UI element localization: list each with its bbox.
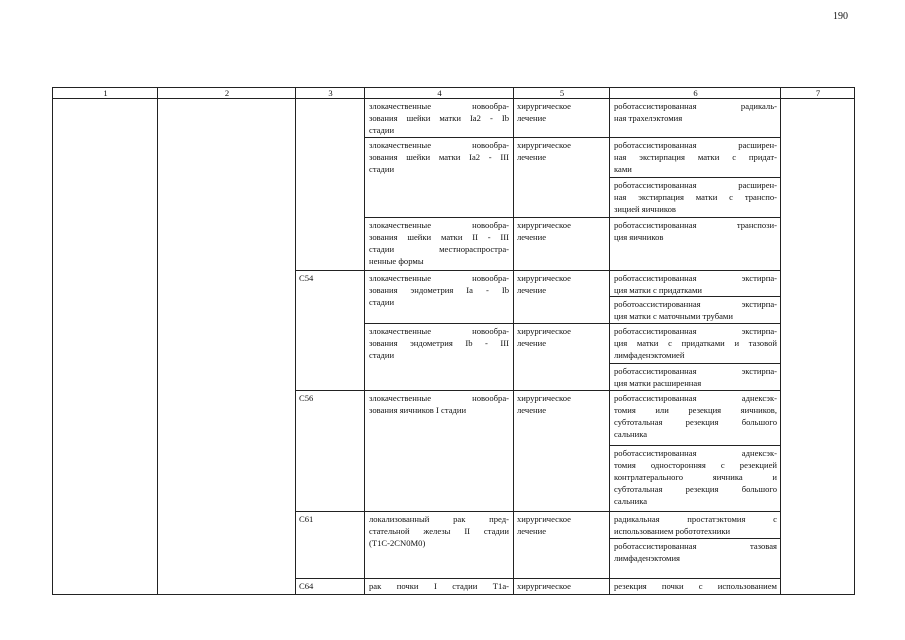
column-divider	[609, 88, 610, 595]
diagnosis-cell: злокачественные новообра- зования яичников I стадии	[369, 393, 509, 416]
row-separator	[364, 137, 781, 138]
method-cell: роботоассистированная экстирпа- ция матки с маточными трубами	[614, 299, 777, 322]
column-divider	[513, 88, 514, 595]
diagnosis-cell: злокачественные новообра- зования шейки матки Ia2 - III стадии	[369, 140, 509, 175]
method-cell: роботассистированная экстирпа- ция матки с придатками	[614, 273, 777, 296]
row-separator	[609, 363, 781, 364]
row-separator	[364, 323, 781, 324]
column-divider	[157, 88, 158, 595]
treatment-cell: хирургическое лечение	[517, 326, 571, 349]
row-separator	[609, 177, 781, 178]
treatment-cell: хирургическое лечение	[517, 140, 571, 163]
method-cell: роботассистированная экстирпа- ция матки с придатками и тазовой лимфаденэктомией	[614, 326, 777, 361]
treatment-cell: хирургическое лечение	[517, 220, 571, 243]
row-separator	[295, 390, 781, 391]
page-number: 190	[833, 11, 848, 22]
column-header-4: 4	[437, 88, 442, 98]
row-separator	[609, 445, 781, 446]
method-cell: роботассистированная аднексэк- томия или резекция яичников, субтотальная резекция большого сальника	[614, 393, 777, 440]
column-header-7: 7	[815, 88, 821, 98]
header-separator	[53, 98, 854, 99]
row-separator	[609, 538, 781, 539]
treatment-cell: хирургическое	[517, 581, 571, 591]
row-separator	[295, 511, 781, 512]
method-cell: роботассистированная радикаль- ная трахелэктомия	[614, 101, 777, 124]
diagnosis-cell: злокачественные новообра- зования эндометрия Ia - Ib стадии	[369, 273, 509, 308]
column-header-6: 6	[693, 88, 698, 98]
column-divider	[780, 88, 781, 595]
diagnosis-cell: злокачественные новообра- зования эндометрия Ib - III стадии	[369, 326, 509, 361]
method-cell: роботассистированная аднексэк- томия односторонняя с резекцией контрлатерального яичника и субтотальная резекция большого сальника	[614, 448, 777, 507]
treatment-cell: хирургическое лечение	[517, 101, 571, 124]
row-separator	[295, 270, 781, 271]
medical-procedures-table	[52, 87, 855, 595]
method-cell: роботассистированная экстирпа- ция матки расширенная	[614, 366, 777, 389]
code-cell: C56	[299, 393, 314, 403]
method-cell: радикальная простатэктомия с использованием робототехники	[614, 514, 777, 537]
column-divider	[295, 88, 296, 595]
method-cell: резекция почки с использованием	[614, 581, 777, 591]
method-cell: роботассистированная транспози- ция яичников	[614, 220, 777, 243]
column-header-1: 1	[103, 88, 108, 98]
diagnosis-cell: злокачественные новообра- зования шейки матки II - III стадии местнораспростра- ненные формы	[369, 220, 509, 267]
method-cell: роботассистированная тазовая лимфаденэктомия	[614, 541, 777, 564]
treatment-cell: хирургическое лечение	[517, 514, 571, 537]
column-header-3: 3	[328, 88, 333, 98]
column-header-5: 5	[559, 88, 565, 98]
diagnosis-cell: рак почки I стадии T1a-	[369, 581, 509, 591]
code-cell: C61	[299, 514, 314, 524]
diagnosis-cell: злокачественные новообра- зования шейки матки Ia2 - Ib стадии	[369, 101, 509, 136]
code-cell: C64	[299, 581, 314, 591]
column-divider	[364, 88, 365, 595]
code-cell: C54	[299, 273, 314, 283]
treatment-cell: хирургическое лечение	[517, 393, 571, 416]
method-cell: роботассистированная расширен- ная экстирпация матки с придат- ками	[614, 140, 777, 175]
row-separator	[364, 217, 781, 218]
treatment-cell: хирургическое лечение	[517, 273, 571, 296]
diagnosis-cell: локализованный рак пред- стательной железы II стадии (T1C-2CN0M0)	[369, 514, 509, 549]
method-cell: роботассистированная расширен- ная экстирпация матки с транспо- зицией яичников	[614, 180, 777, 215]
row-separator	[295, 578, 781, 579]
column-header-2: 2	[224, 88, 230, 98]
